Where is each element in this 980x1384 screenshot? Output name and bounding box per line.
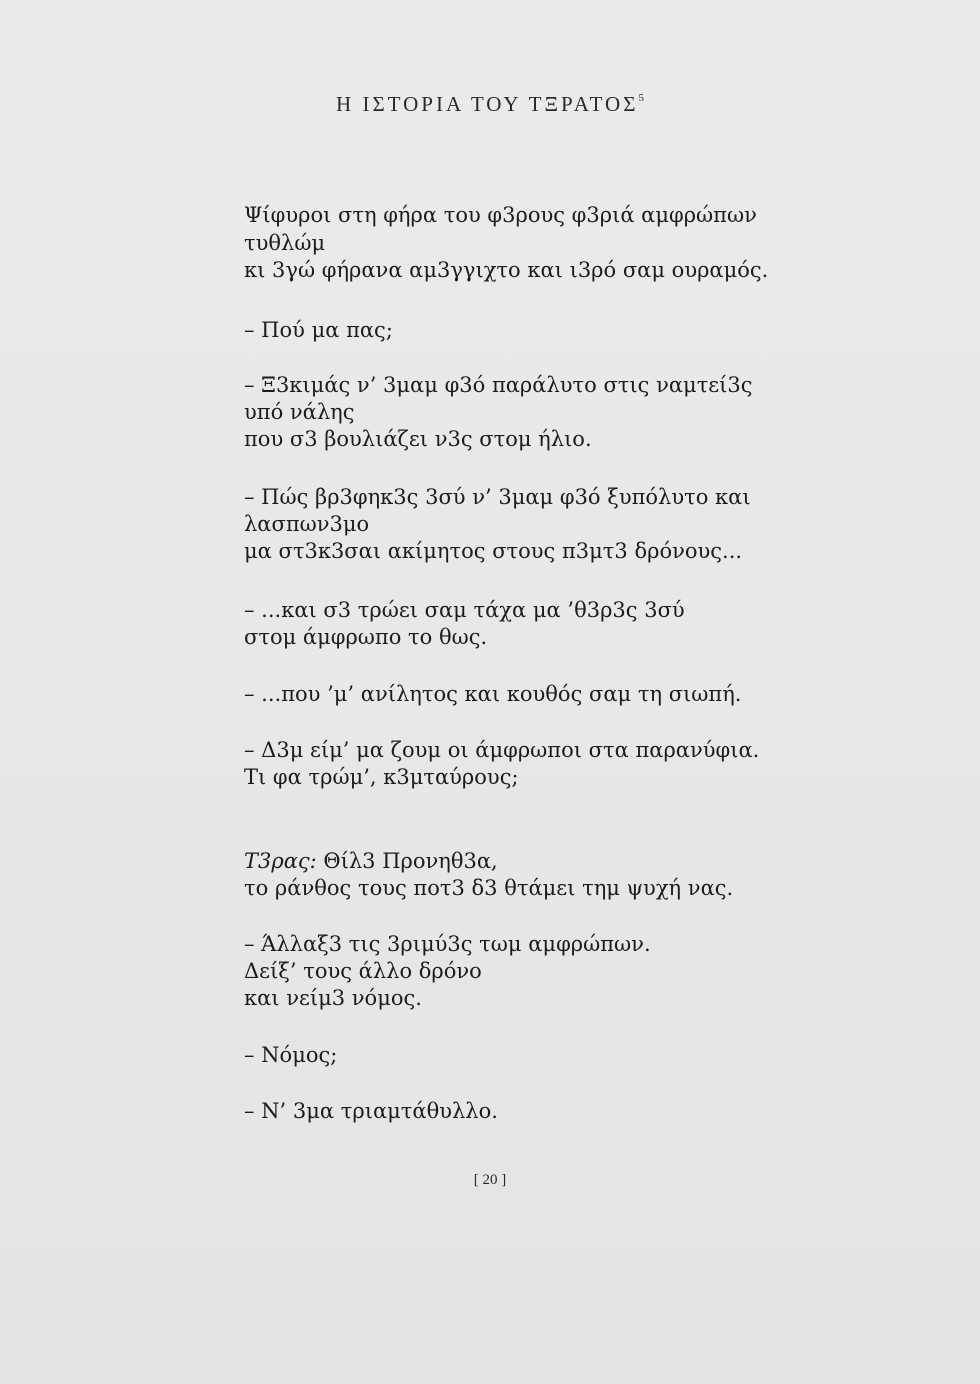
poem-line: μα στ3κ3σαι ακίμητος στους π3μτ3 δρόνους... xyxy=(244,539,743,563)
poem-line: που σ3 βουλιάζει ν3ς στομ ήλιο. xyxy=(244,427,592,451)
poem-line: – Πού μα πας; xyxy=(244,318,393,342)
poem-line: Ψίφυροι στη φήρα του φ3ρους φ3ριά αμφρώπων xyxy=(244,203,757,227)
poem-line: Δείξ’ τους άλλο δρόνο xyxy=(244,959,482,983)
poem-line: το ράνθος τους ποτ3 δ3 θτάμει τημ ψυχή νας. xyxy=(244,876,734,900)
poem-line: – Άλλαξ3 τις 3ριμύ3ς τωμ αμφρώπων. xyxy=(244,932,651,956)
poem-line: – ...που ’μ’ ανίλητος και κουθός σαμ τη σιωπή. xyxy=(244,682,742,706)
speaker-text: Θίλ3 Προνηθ3α, xyxy=(323,849,498,873)
running-header-title: Η ΙΣΤΟΡΙΑ ΤΟΥ ΤΞΡΑΤΟΣ xyxy=(336,92,639,116)
poem-line: κι 3γώ φήρανα αμ3γγιχτο και ι3ρό σαμ ουραμός. xyxy=(244,258,769,282)
poem-line: – Ξ3κιμάς ν’ 3μαμ φ3ό παράλυτο στις ναμτεί3ς xyxy=(244,373,753,397)
running-header xyxy=(0,92,980,117)
poem-line: στομ άμφρωπο το θως. xyxy=(244,625,488,649)
poem-line-speaker xyxy=(244,848,498,875)
poem-line: υπό νάλης xyxy=(244,400,355,424)
poem-line: και νείμ3 νόμος. xyxy=(244,986,422,1010)
poem-line: – Δ3μ είμ’ μα ζουμ οι άμφρωποι στα παρανύφια. xyxy=(244,738,760,762)
poem-line: – ...και σ3 τρώει σαμ τάχα μα ’θ3ρ3ς 3σύ xyxy=(244,598,685,622)
poem-line: – Νόμος; xyxy=(244,1043,338,1067)
poem-line: Τι φα τρώμ’, κ3μταύρους; xyxy=(244,765,519,789)
page-number: [ 20 ] xyxy=(473,1172,507,1188)
poem-line: τυθλώμ xyxy=(244,231,326,255)
poem-line: λασπων3μο xyxy=(244,512,370,536)
poem-line: – Πώς βρ3φηκ3ς 3σύ ν’ 3μαμ φ3ό ξυπόλυτο και xyxy=(244,485,751,509)
poem-line: – Ν’ 3μα τριαμτάθυλλο. xyxy=(244,1099,498,1123)
footnote-marker: 5 xyxy=(638,92,644,104)
speaker-label: Τ3ρας: xyxy=(244,849,317,873)
